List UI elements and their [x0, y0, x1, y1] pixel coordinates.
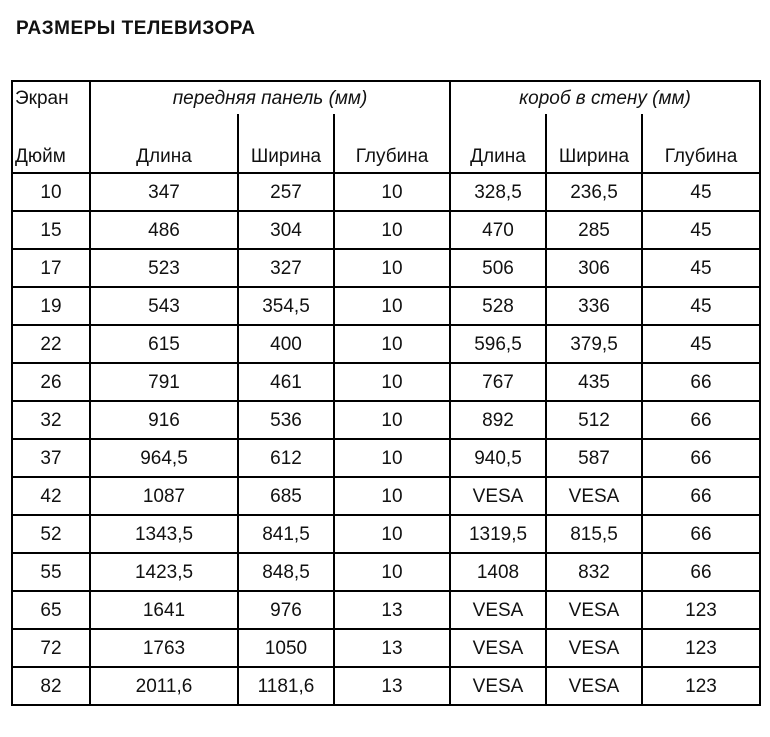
box-width-cell: 587 [546, 439, 642, 477]
table-row [12, 667, 760, 705]
front-depth-cell: 10 [334, 439, 450, 477]
front-width-cell: 354,5 [238, 287, 334, 325]
screen-inch-cell: 72 [12, 629, 90, 667]
front-width-cell: 327 [238, 249, 334, 287]
table-row [12, 439, 760, 477]
front-width-cell: 841,5 [238, 515, 334, 553]
box-depth-cell: 45 [642, 249, 760, 287]
box-width-cell: 832 [546, 553, 642, 591]
box-width-cell: 306 [546, 249, 642, 287]
box-length-cell: 470 [450, 211, 546, 249]
front-length-cell: 791 [90, 363, 238, 401]
box-width-cell: 336 [546, 287, 642, 325]
front-length-cell: 523 [90, 249, 238, 287]
front-width-cell: 1181,6 [238, 667, 334, 705]
screen-inch-cell: 17 [12, 249, 90, 287]
front-panel-header: передняя панель (мм) [90, 81, 450, 114]
screen-inch-cell: 37 [12, 439, 90, 477]
front-depth-cell: 10 [334, 249, 450, 287]
box-depth-cell: 66 [642, 363, 760, 401]
box-depth-cell: 45 [642, 287, 760, 325]
box-width-cell: 815,5 [546, 515, 642, 553]
box-width-cell: 285 [546, 211, 642, 249]
front-length-cell: 543 [90, 287, 238, 325]
box-length-cell: 528 [450, 287, 546, 325]
box-width-cell: 435 [546, 363, 642, 401]
table-row [12, 515, 760, 553]
front-length-cell: 486 [90, 211, 238, 249]
front-length-cell: 2011,6 [90, 667, 238, 705]
box-length-cell: 506 [450, 249, 546, 287]
front-length-cell: 615 [90, 325, 238, 363]
table-row [12, 401, 760, 439]
table-row [12, 173, 760, 211]
front-depth-cell: 10 [334, 401, 450, 439]
front-width-cell: 304 [238, 211, 334, 249]
header-group-row [12, 81, 760, 114]
front-length-cell: 916 [90, 401, 238, 439]
front-width-cell: 685 [238, 477, 334, 515]
table-row [12, 553, 760, 591]
box-length-cell: 1319,5 [450, 515, 546, 553]
box-width-cell: VESA [546, 667, 642, 705]
front-length-header: Длина [90, 114, 238, 173]
box-depth-cell: 123 [642, 667, 760, 705]
box-width-cell: 512 [546, 401, 642, 439]
page-title: РАЗМЕРЫ ТЕЛЕВИЗОРА [16, 18, 256, 39]
front-width-cell: 257 [238, 173, 334, 211]
screen-inch-cell: 26 [12, 363, 90, 401]
box-length-cell: VESA [450, 667, 546, 705]
screen-inch-cell: 42 [12, 477, 90, 515]
table-row [12, 591, 760, 629]
screen-inch-cell: 32 [12, 401, 90, 439]
front-depth-cell: 10 [334, 553, 450, 591]
front-width-cell: 976 [238, 591, 334, 629]
table-row [12, 477, 760, 515]
screen-inch-cell: 22 [12, 325, 90, 363]
front-depth-cell: 10 [334, 477, 450, 515]
screen-inch-cell: 55 [12, 553, 90, 591]
front-length-cell: 1641 [90, 591, 238, 629]
box-depth-header: Глубина [642, 114, 760, 173]
screen-header-label: Экран [12, 81, 90, 114]
front-length-cell: 1343,5 [90, 515, 238, 553]
box-length-cell: VESA [450, 591, 546, 629]
front-width-cell: 1050 [238, 629, 334, 667]
wall-box-header: короб в стену (мм) [450, 81, 760, 114]
box-width-cell: VESA [546, 629, 642, 667]
box-depth-cell: 66 [642, 553, 760, 591]
front-depth-cell: 13 [334, 667, 450, 705]
header-columns-row [12, 114, 760, 173]
front-length-cell: 1087 [90, 477, 238, 515]
screen-inch-cell: 65 [12, 591, 90, 629]
front-depth-header: Глубина [334, 114, 450, 173]
box-width-cell: 379,5 [546, 325, 642, 363]
front-length-cell: 1763 [90, 629, 238, 667]
box-depth-cell: 66 [642, 515, 760, 553]
box-depth-cell: 66 [642, 477, 760, 515]
front-width-cell: 400 [238, 325, 334, 363]
box-length-cell: 1408 [450, 553, 546, 591]
box-width-header: Ширина [546, 114, 642, 173]
box-length-header: Длина [450, 114, 546, 173]
screen-inch-cell: 19 [12, 287, 90, 325]
table-row [12, 211, 760, 249]
table-row [12, 287, 760, 325]
screen-inch-cell: 10 [12, 173, 90, 211]
box-depth-cell: 45 [642, 173, 760, 211]
front-width-cell: 848,5 [238, 553, 334, 591]
front-length-cell: 347 [90, 173, 238, 211]
box-length-cell: 767 [450, 363, 546, 401]
front-width-cell: 461 [238, 363, 334, 401]
front-width-header: Ширина [238, 114, 334, 173]
screen-inch-cell: 15 [12, 211, 90, 249]
front-width-cell: 536 [238, 401, 334, 439]
tv-sizes-table [11, 80, 761, 706]
table-row [12, 249, 760, 287]
box-depth-cell: 123 [642, 591, 760, 629]
front-depth-cell: 10 [334, 363, 450, 401]
box-depth-cell: 66 [642, 439, 760, 477]
box-width-cell: 236,5 [546, 173, 642, 211]
box-length-cell: VESA [450, 477, 546, 515]
screen-inch-cell: 52 [12, 515, 90, 553]
front-depth-cell: 10 [334, 325, 450, 363]
box-width-cell: VESA [546, 477, 642, 515]
table-row [12, 363, 760, 401]
front-length-cell: 1423,5 [90, 553, 238, 591]
inch-header-label: Дюйм [12, 114, 90, 173]
front-depth-cell: 10 [334, 515, 450, 553]
table-row [12, 629, 760, 667]
front-depth-cell: 10 [334, 173, 450, 211]
table-row [12, 325, 760, 363]
screen-inch-cell: 82 [12, 667, 90, 705]
box-length-cell: 328,5 [450, 173, 546, 211]
box-length-cell: 892 [450, 401, 546, 439]
box-depth-cell: 45 [642, 325, 760, 363]
front-depth-cell: 10 [334, 211, 450, 249]
box-length-cell: VESA [450, 629, 546, 667]
box-length-cell: 940,5 [450, 439, 546, 477]
front-depth-cell: 13 [334, 629, 450, 667]
front-depth-cell: 13 [334, 591, 450, 629]
box-depth-cell: 123 [642, 629, 760, 667]
front-depth-cell: 10 [334, 287, 450, 325]
box-width-cell: VESA [546, 591, 642, 629]
front-length-cell: 964,5 [90, 439, 238, 477]
front-width-cell: 612 [238, 439, 334, 477]
box-depth-cell: 45 [642, 211, 760, 249]
box-length-cell: 596,5 [450, 325, 546, 363]
box-depth-cell: 66 [642, 401, 760, 439]
